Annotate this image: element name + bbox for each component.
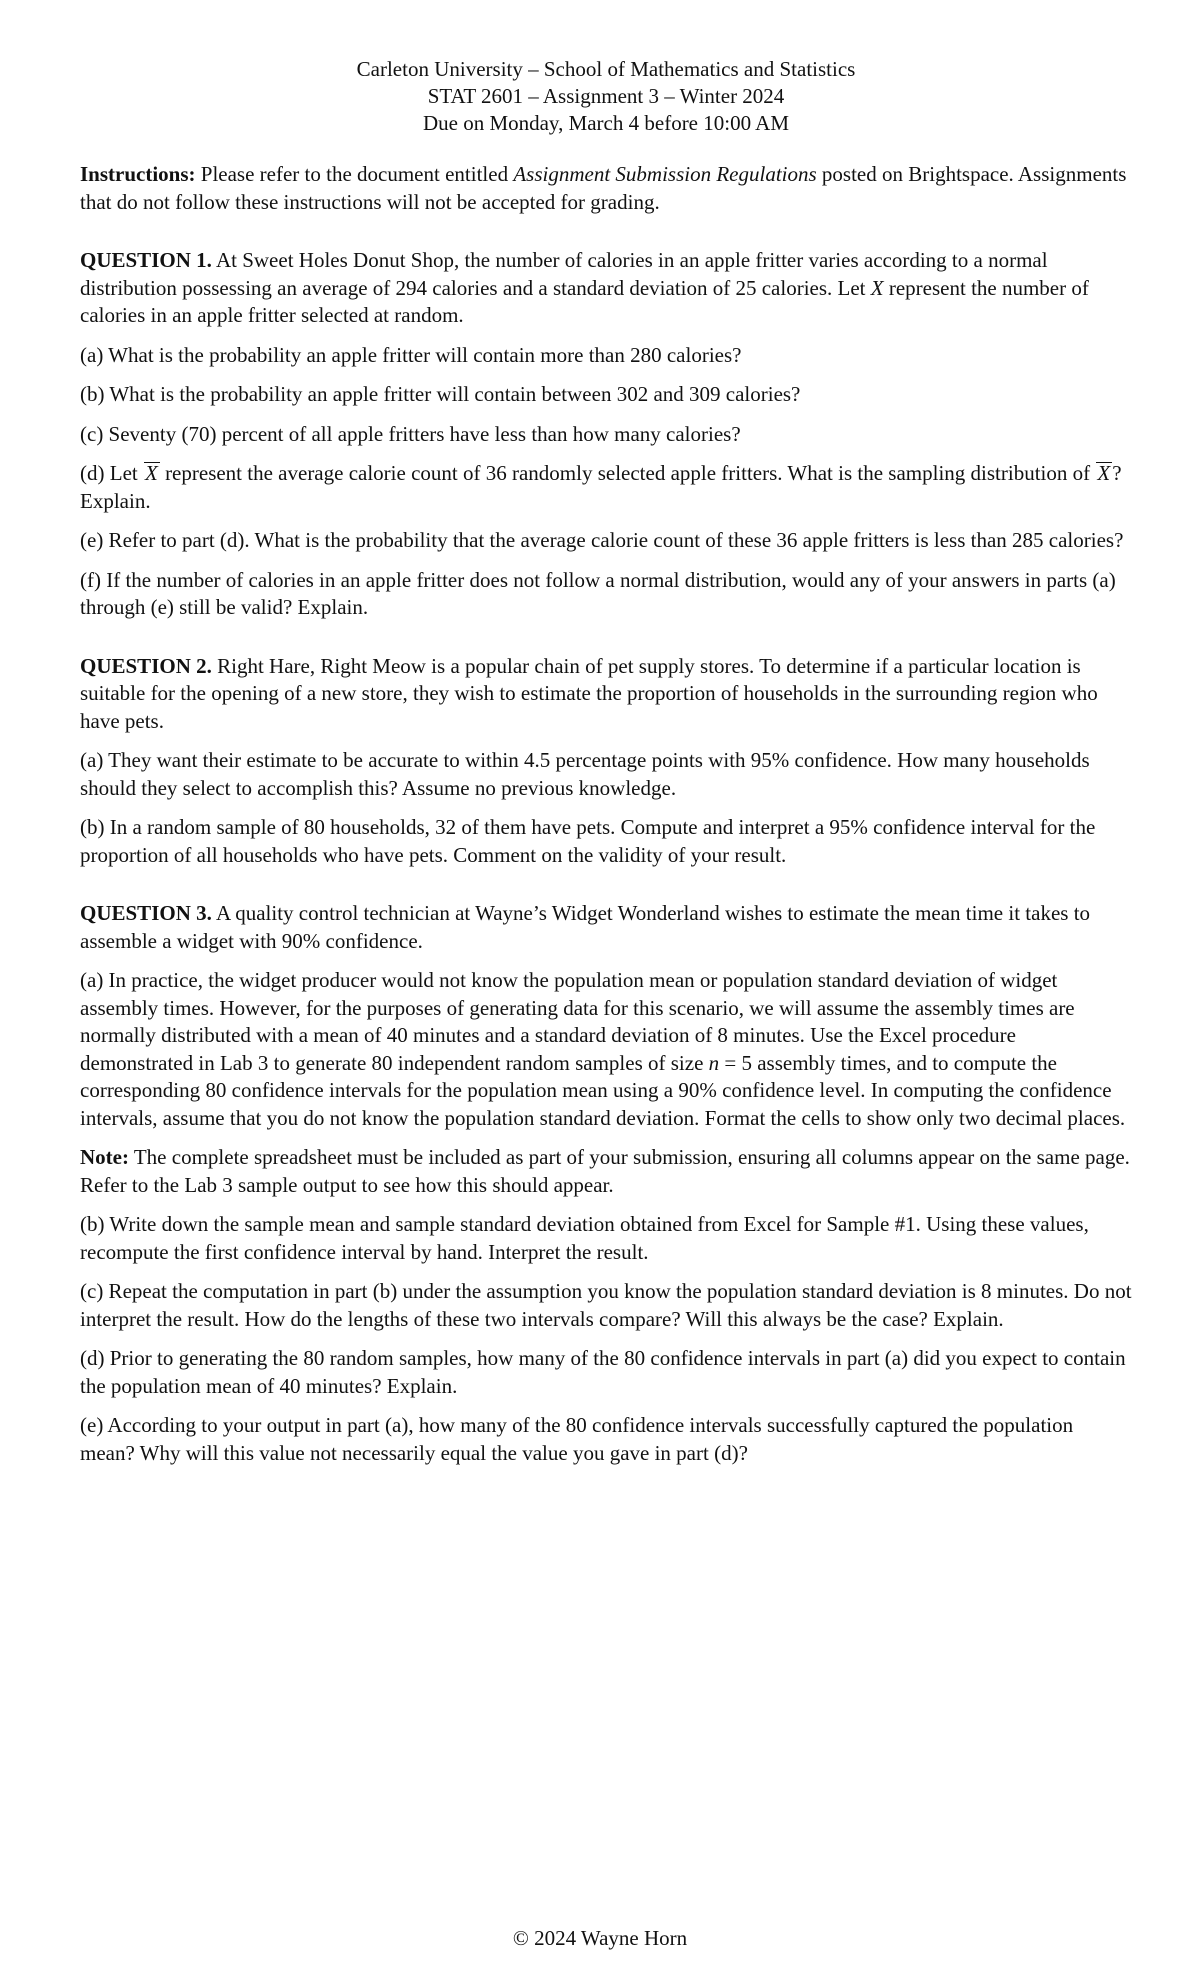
q1-d-text-a: (d) Let [80, 461, 143, 485]
question-3-intro [80, 900, 1132, 955]
q3-a-variable-n: n [708, 1050, 720, 1075]
q1-intro-a: At Sweet Holes Donut Shop, the number of calories in an apple fritter varies according to a normal distribution possessing an average of 294 calories and a standard deviation of 25 calories. Let [80, 248, 1048, 300]
instructions-paragraph [80, 161, 1132, 216]
question-1-intro [80, 247, 1132, 330]
note-text: The complete spreadsheet must be included as part of your submission, ensuring all columns appear on the same page. Refer to the Lab 3 sample output to see how this should appear. [80, 1145, 1130, 1197]
q3-a-text-1: (a) In practice, the widget producer would not know the population mean or population standard deviation of widget assembly times. However, for the purposes of generating data for this scenario, we will assume the assembly times are normally distributed with a mean of 40 minutes and a standard deviation of 8 minutes. Use the Excel procedure demonstrated in Lab 3 to generate 80 independent random samples of size [80, 968, 1075, 1075]
question-3-label: QUESTION 3. [80, 901, 212, 925]
question-1-part-b: (b) What is the probability an apple fritter will contain between 302 and 309 calories? [80, 382, 801, 406]
q1-intro-b: represent the number of calories in an apple fritter selected at random. [80, 275, 1089, 327]
question-1-label: QUESTION 1. [80, 248, 212, 272]
question-3-part-e: (e) According to your output in part (a), how many of the 80 confidence intervals successfully captured the population mean? Why will this value not necessarily equal the value you gave in part (d)? [80, 1413, 1074, 1465]
copyright-footer: © 2024 Wayne Horn [512, 1926, 688, 1950]
instructions-label: Instructions: [80, 162, 196, 186]
note-label: Note: [80, 1145, 129, 1169]
question-1-part-c: (c) Seventy (70) percent of all apple fritters have less than how many calories? [80, 421, 741, 446]
question-1-part-a: (a) What is the probability an apple fritter will contain more than 280 calories? [80, 342, 742, 367]
x-bar-symbol: X [143, 460, 160, 488]
question-1-part-d [80, 460, 1132, 515]
q1-d-text-c: ? Explain. [80, 461, 1122, 513]
question-3-note [80, 1144, 1132, 1199]
document-header [80, 56, 1132, 137]
q3-a-text-2: = 5 assembly times, and to compute the corresponding 80 confidence intervals for the population mean using a 90% confidence level. In computing the confidence intervals, assume that you do not know the population standard deviation. Format the cells to show only two decimal places. [80, 1050, 1126, 1130]
question-2-part-a: (a) They want their estimate to be accurate to within 4.5 percentage points with 95% confidence. How many households should they select to accomplish this? Assume no previous knowledge. [80, 748, 1090, 800]
question-3-part-d: (d) Prior to generating the 80 random samples, how many of the 80 confidence intervals in part (a) did you expect to contain the population mean of 40 minutes? Explain. [80, 1346, 1126, 1398]
question-2-label: QUESTION 2. [80, 653, 212, 678]
question-1-part-f: (f) If the number of calories in an apple fritter does not follow a normal distribution, would any of your answers in parts (a) through (e) still be valid? Explain. [80, 567, 1116, 619]
x-bar-symbol: X [1095, 460, 1112, 488]
question-2-intro [80, 653, 1132, 736]
header-course: STAT 2601 – Assignment 3 – Winter 2024 [427, 84, 785, 108]
instructions-text-b: posted on Brightspace. Assignments that do not follow these instructions will not be accepted for grading. [80, 162, 1127, 214]
question-1-part-e: (e) Refer to part (d). What is the probability that the average calorie count of these 36 apple fritters is less than 285 calories? [80, 528, 1124, 552]
question-3-part-a [80, 967, 1132, 1132]
q3-intro-text: A quality control technician at Wayne’s Widget Wonderland wishes to estimate the mean time it takes to assemble a widget with 90% confidence. [80, 901, 1091, 953]
question-2-part-b: (b) In a random sample of 80 households, 32 of them have pets. Compute and interpret a 95% confidence interval for the proportion of all households who have pets. Comment on the validity of your result. [80, 815, 1096, 867]
q2-intro-text: Right Hare, Right Meow is a popular chain of pet supply stores. To determine if a particular location is suitable for the opening of a new store, they wish to estimate the proportion of households in the surrounding region who have pets. [80, 653, 1098, 733]
q1-d-text-b: represent the average calorie count of 36 randomly selected apple fritters. What is the sampling distribution of [159, 461, 1096, 485]
instructions-text-a: Please refer to the document entitled [195, 162, 514, 186]
question-3-part-b: (b) Write down the sample mean and sample standard deviation obtained from Excel for Sample #1. Using these values, recompute the first confidence interval by hand. Interpret the result. [80, 1212, 1089, 1264]
instructions-doc-title: Assignment Submission Regulations [513, 162, 817, 186]
question-3-part-c: (c) Repeat the computation in part (b) under the assumption you know the population standard deviation is 8 minutes. Do not interpret the result. How do the lengths of these two intervals compare? Will this always be the case? Explain. [80, 1279, 1132, 1331]
header-due-date: Due on Monday, March 4 before 10:00 AM [422, 111, 790, 135]
q1-variable-x: X [870, 275, 884, 300]
header-university: Carleton University – School of Mathematics and Statistics [356, 57, 856, 81]
